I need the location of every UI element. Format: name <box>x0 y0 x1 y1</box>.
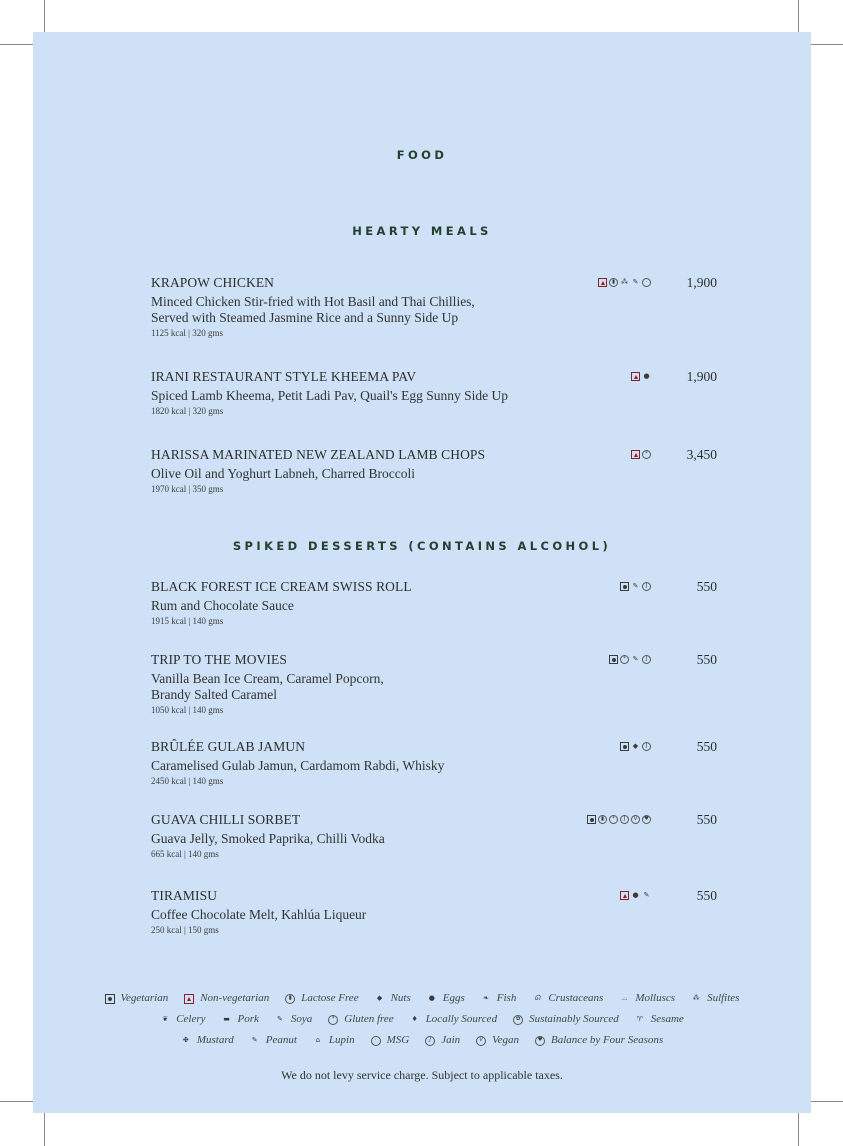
page-title: FOOD <box>396 148 448 162</box>
legend-label: Eggs <box>442 992 465 1004</box>
legend-label: Mustard <box>196 1034 234 1046</box>
nuts-icon: ◆ <box>376 994 383 1002</box>
item-name: TIRAMISU <box>151 888 218 903</box>
pork-icon: ▬ <box>223 1015 230 1023</box>
item-nutrition: 2450 kcal | 140 gms <box>151 776 224 786</box>
dietary-legend <box>33 988 811 1051</box>
fish-icon: ❧ <box>482 994 489 1002</box>
jain-icon: J <box>425 1036 435 1046</box>
item-description: Minced Chicken Stir-fried with Hot Basil and Thai Chillies, <box>151 294 475 309</box>
legend-label: Soya <box>290 1013 313 1025</box>
jain-icon: J <box>620 815 629 824</box>
item-nutrition: 250 kcal | 150 gms <box>151 925 219 935</box>
crop-mark <box>0 44 33 45</box>
legend-item <box>184 988 269 1009</box>
molluscs-icon: ⌓ <box>621 994 628 1002</box>
legend-item <box>532 988 603 1009</box>
legend-label: Pork <box>237 1013 259 1025</box>
legend-label: Crustaceans <box>548 992 604 1004</box>
section-heading-hearty-meals: HEARTY MEALS <box>352 224 492 238</box>
non-vegetarian-icon <box>631 372 640 381</box>
item-price: 550 <box>696 739 717 754</box>
item-description: Spiced Lamb Kheema, Petit Ladi Pav, Quail's Egg Sunny Side Up <box>151 388 509 403</box>
balance-icon: ♥ <box>535 1036 545 1046</box>
msg-icon: · <box>642 278 651 287</box>
gluten-free-icon: * <box>328 1015 338 1025</box>
item-name: GUAVA CHILLI SORBET <box>151 812 301 827</box>
lupin-icon: ⌂ <box>315 1036 321 1044</box>
legend-item <box>691 988 739 1009</box>
dietary-icons <box>620 891 651 900</box>
menu-item <box>151 275 717 339</box>
item-description: Brandy Salted Caramel <box>151 687 277 702</box>
legend-label: Vegetarian <box>120 992 169 1004</box>
dietary-icons <box>609 655 651 664</box>
eggs-icon: ● <box>428 994 435 1002</box>
non-vegetarian-icon <box>598 278 607 287</box>
legend-label: Peanut <box>265 1034 297 1046</box>
dietary-icons <box>620 582 651 591</box>
legend-label: Non-vegetarian <box>200 992 270 1004</box>
legend-item <box>427 988 465 1009</box>
lactose-free-icon: ▮ <box>598 815 607 824</box>
item-description: Coffee Chocolate Melt, Kahlúa Liqueur <box>151 907 367 922</box>
jain-icon: J <box>642 742 651 751</box>
crop-mark <box>44 1113 45 1146</box>
item-description: Rum and Chocolate Sauce <box>151 598 294 613</box>
menu-item <box>151 579 717 627</box>
jain-icon: J <box>642 655 651 664</box>
dietary-icons <box>587 815 651 824</box>
legend-label: Molluscs <box>635 992 676 1004</box>
item-name: KRAPOW CHICKEN <box>151 275 275 290</box>
legend-item <box>328 1009 393 1030</box>
vegetarian-icon <box>587 815 596 824</box>
legend-row <box>33 1009 811 1030</box>
eggs-icon: ● <box>643 372 650 380</box>
crop-mark <box>798 1113 799 1146</box>
service-charge-note: We do not levy service charge. Subject to applicable taxes. <box>281 1068 563 1082</box>
legend-item <box>371 1030 410 1051</box>
item-nutrition: 1820 kcal | 320 gms <box>151 406 224 416</box>
gluten-free-icon: * <box>609 815 618 824</box>
lactose-free-icon: ▮ <box>609 278 618 287</box>
msg-icon: · <box>371 1036 381 1046</box>
soya-icon: ✎ <box>632 582 639 590</box>
legend-label: Lactose Free <box>301 992 359 1004</box>
jain-icon: J <box>642 582 651 591</box>
gluten-free-icon: * <box>642 450 651 459</box>
menu-item <box>151 369 717 417</box>
legend-item <box>425 1030 460 1051</box>
legend-label: Sustainably Sourced <box>529 1013 619 1025</box>
non-vegetarian-icon <box>631 450 640 459</box>
item-price: 550 <box>696 888 717 903</box>
legend-label: Nuts <box>390 992 411 1004</box>
vegetarian-icon <box>620 742 629 751</box>
dietary-icons <box>620 742 651 751</box>
sulfites-icon: ⁂ <box>692 994 700 1002</box>
sustainably-sourced-icon: ✿ <box>513 1015 523 1025</box>
item-price: 550 <box>696 652 717 667</box>
crop-mark <box>44 0 45 32</box>
item-price: 1,900 <box>686 275 717 290</box>
section-heading-spiked-desserts: SPIKED DESSERTS (CONTAINS ALCOHOL) <box>232 539 612 553</box>
menu-item <box>151 652 717 716</box>
legend-label: Lupin <box>328 1034 355 1046</box>
menu-item <box>151 888 717 936</box>
legend-label: Jain <box>441 1034 461 1046</box>
item-nutrition: 1050 kcal | 140 gms <box>151 705 224 715</box>
legend-row <box>33 988 811 1009</box>
peanut-icon: ✎ <box>251 1036 258 1044</box>
balance-icon: ♥ <box>642 815 651 824</box>
legend-item <box>535 1030 663 1051</box>
dietary-icons <box>631 372 651 381</box>
legend-item <box>635 1009 684 1030</box>
crustaceans-icon: ᘏ <box>534 994 541 1002</box>
legend-item <box>105 988 169 1009</box>
item-name: BLACK FOREST ICE CREAM SWISS ROLL <box>151 579 412 594</box>
legend-item <box>313 1030 355 1051</box>
vegan-icon: V <box>476 1036 486 1046</box>
vegan-icon: V <box>631 815 640 824</box>
legend-item <box>160 1009 205 1030</box>
legend-item <box>222 1009 259 1030</box>
item-name: TRIP TO THE MOVIES <box>151 652 287 667</box>
legend-item <box>250 1030 297 1051</box>
legend-label: Celery <box>176 1013 206 1025</box>
item-price: 3,450 <box>686 447 717 462</box>
crop-mark <box>811 1101 843 1102</box>
legend-item <box>285 988 358 1009</box>
sesame-icon: ♈ <box>636 1015 643 1023</box>
legend-item <box>476 1030 519 1051</box>
item-name: HARISSA MARINATED NEW ZEALAND LAMB CHOPS <box>151 447 486 462</box>
legend-item <box>410 1009 497 1030</box>
item-name: BRÛLÉE GULAB JAMUN <box>151 739 306 754</box>
legend-label: MSG <box>386 1034 410 1046</box>
soya-icon: ✎ <box>632 655 639 663</box>
legend-label: Sesame <box>650 1013 684 1025</box>
menu-item <box>151 447 717 495</box>
item-name: IRANI RESTAURANT STYLE KHEEMA PAV <box>151 369 417 384</box>
item-nutrition: 1125 kcal | 320 gms <box>151 328 223 338</box>
legend-label: Vegan <box>492 1034 520 1046</box>
legend-label: Locally Sourced <box>425 1013 498 1025</box>
locally-sourced-icon: ♦ <box>411 1015 418 1023</box>
dietary-icons <box>598 278 651 287</box>
legend-label: Balance by Four Seasons <box>551 1034 664 1046</box>
item-description: Vanilla Bean Ice Cream, Caramel Popcorn, <box>151 671 384 686</box>
item-price: 1,900 <box>686 369 717 384</box>
lactose-free-icon: ▮ <box>285 994 295 1004</box>
menu-item <box>151 812 717 860</box>
item-nutrition: 1915 kcal | 140 gms <box>151 616 224 626</box>
celery-icon: ❦ <box>162 1015 169 1023</box>
item-nutrition: 665 kcal | 140 gms <box>151 849 219 859</box>
crop-mark <box>811 44 843 45</box>
crop-mark <box>798 0 799 32</box>
gluten-free-icon: * <box>620 655 629 664</box>
legend-row <box>33 1030 811 1051</box>
legend-label: Sulfites <box>707 992 740 1004</box>
non-vegetarian-icon <box>184 994 194 1004</box>
soya-icon: ✎ <box>276 1015 283 1023</box>
vegetarian-icon <box>620 582 629 591</box>
soya-icon: ✎ <box>643 891 650 899</box>
vegetarian-icon <box>609 655 618 664</box>
legend-item <box>181 1030 234 1051</box>
crop-mark <box>0 1101 33 1102</box>
vegetarian-icon <box>105 994 115 1004</box>
nuts-icon: ◆ <box>632 742 639 750</box>
legend-label: Fish <box>496 992 517 1004</box>
legend-item <box>275 1009 312 1030</box>
legend-item <box>481 988 517 1009</box>
legend-item <box>619 988 675 1009</box>
item-description: Caramelised Gulab Jamun, Cardamom Rabdi, Whisky <box>151 758 445 773</box>
non-vegetarian-icon <box>620 891 629 900</box>
legend-item <box>513 1009 619 1030</box>
sulfites-icon: ⁂ <box>621 278 628 286</box>
legend-item <box>375 988 411 1009</box>
mustard-icon: ✤ <box>182 1036 189 1044</box>
menu-page <box>33 32 811 1113</box>
item-description: Served with Steamed Jasmine Rice and a Sunny Side Up <box>151 310 459 325</box>
item-price: 550 <box>696 579 717 594</box>
item-description: Olive Oil and Yoghurt Labneh, Charred Broccoli <box>151 466 415 481</box>
dietary-icons <box>631 450 651 459</box>
item-price: 550 <box>696 812 717 827</box>
eggs-icon: ● <box>632 891 639 899</box>
soya-icon: ✎ <box>632 278 639 286</box>
legend-label: Gluten free <box>344 1013 394 1025</box>
item-description: Guava Jelly, Smoked Paprika, Chilli Vodka <box>151 831 385 846</box>
menu-item <box>151 739 717 787</box>
item-nutrition: 1970 kcal | 350 gms <box>151 484 224 494</box>
